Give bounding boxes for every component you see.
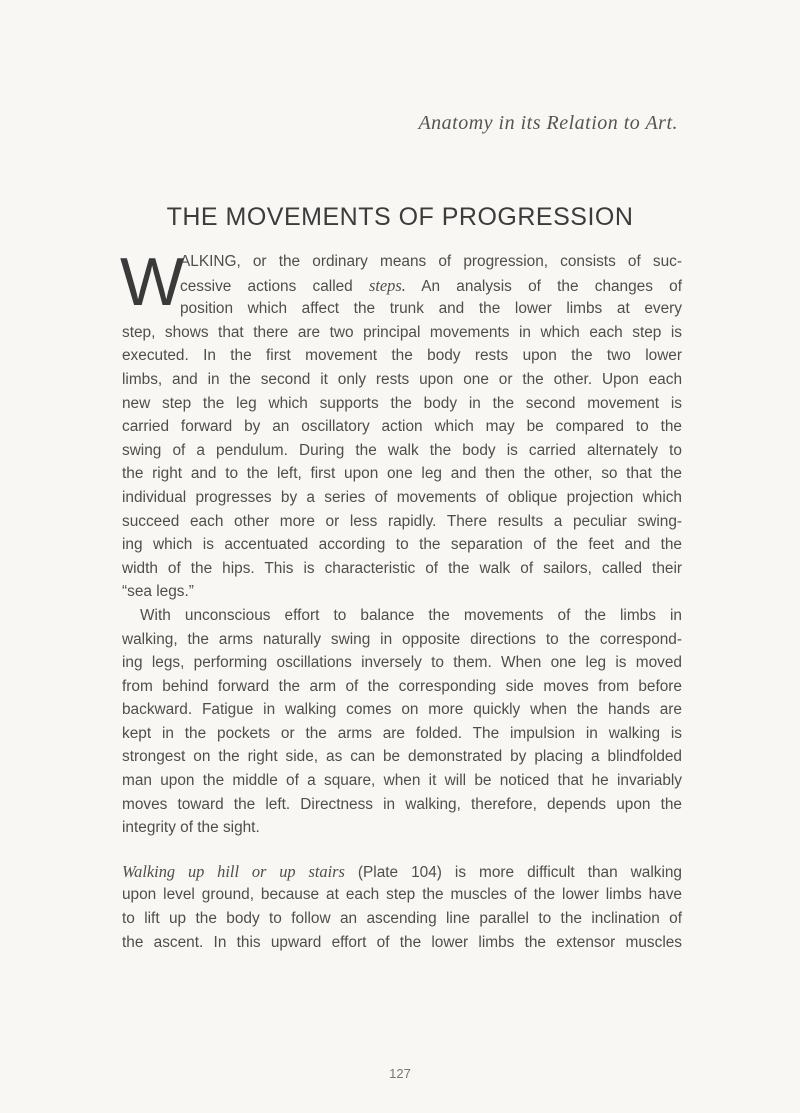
- italic-term: Walking up hill or up stairs: [122, 861, 345, 881]
- chapter-title: THE MOVEMENTS OF PROGRESSION: [166, 203, 634, 231]
- text-line: With unconscious effort to balance the movements of the limbs in: [140, 606, 682, 624]
- text-line: backward. Fatigue in walking comes on more quickly when the hands are: [122, 701, 682, 719]
- text-line: to lift up the body to follow an ascending line parallel to the inclination of: [122, 910, 682, 928]
- text-line: man upon the middle of a square, when it will be noticed that he invariably: [122, 772, 682, 790]
- text-line: moves toward the left. Directness in walking, therefore, depends upon the: [122, 795, 682, 813]
- text-line: position which affect the trunk and the lower limbs at every: [180, 300, 682, 318]
- text-line: [122, 274, 682, 298]
- text-line: ALKING, or the ordinary means of progression, consists of suc-: [180, 253, 682, 270]
- text-line: swing of a pendulum. During the walk the body is carried alternately to: [122, 441, 682, 459]
- text-span: (Plate 104) is more difficult than walking: [344, 863, 682, 881]
- drop-cap: W: [120, 244, 185, 320]
- paragraph-gap: [122, 840, 682, 860]
- text-line: “sea legs.”: [122, 583, 194, 601]
- text-line: carried forward by an oscillatory action which may be compared to the: [122, 418, 682, 436]
- body-text: [120, 244, 682, 954]
- paragraph-2: [122, 604, 682, 840]
- text-line: kept in the pockets or the arms are folded. The impulsion in walking is: [122, 724, 682, 742]
- paragraph-3: [122, 860, 682, 954]
- text-line: new step the leg which supports the body in the second movement is: [122, 394, 682, 412]
- text-line: walking, the arms naturally swing in opposite directions to the correspond-: [122, 630, 682, 648]
- text-span: cessive actions called: [180, 277, 369, 295]
- italic-term: steps.: [368, 275, 406, 295]
- text-line: from behind forward the arm of the corresponding side moves from before: [122, 677, 682, 695]
- text-line: executed. In the first movement the body rests upon the two lower: [122, 347, 682, 365]
- text-line: width of the hips. This is characteristic of the walk of sailors, called their: [122, 559, 682, 577]
- text-line: the ascent. In this upward effort of the lower limbs the extensor muscles: [122, 933, 682, 951]
- text-span: An analysis of the changes of: [405, 277, 682, 295]
- text-line: [122, 860, 682, 884]
- text-line: upon level ground, because at each step the muscles of the lower limbs have: [122, 886, 682, 904]
- text-line: ing which is accentuated according to the separation of the feet and the: [122, 536, 682, 554]
- text-line: the right and to the left, first upon one leg and then the other, so that the: [122, 465, 682, 483]
- running-head: Anatomy in its Relation to Art.: [418, 112, 678, 134]
- text-line: ing legs, performing oscillations inversely to them. When one leg is moved: [122, 654, 682, 672]
- page-number: 127: [389, 1066, 411, 1081]
- text-line: individual progresses by a series of movements of oblique projection which: [122, 488, 682, 506]
- text-line: step, shows that there are two principal movements in which each step is: [122, 323, 682, 341]
- text-line: limbs, and in the second it only rests upon one or the other. Upon each: [122, 370, 682, 388]
- text-line: strongest on the right side, as can be demonstrated by placing a blindfolded: [122, 748, 682, 766]
- text-line: succeed each other more or less rapidly. There results a peculiar swing-: [122, 512, 682, 530]
- text-line: integrity of the sight.: [122, 819, 260, 837]
- paragraph-1: [120, 244, 682, 604]
